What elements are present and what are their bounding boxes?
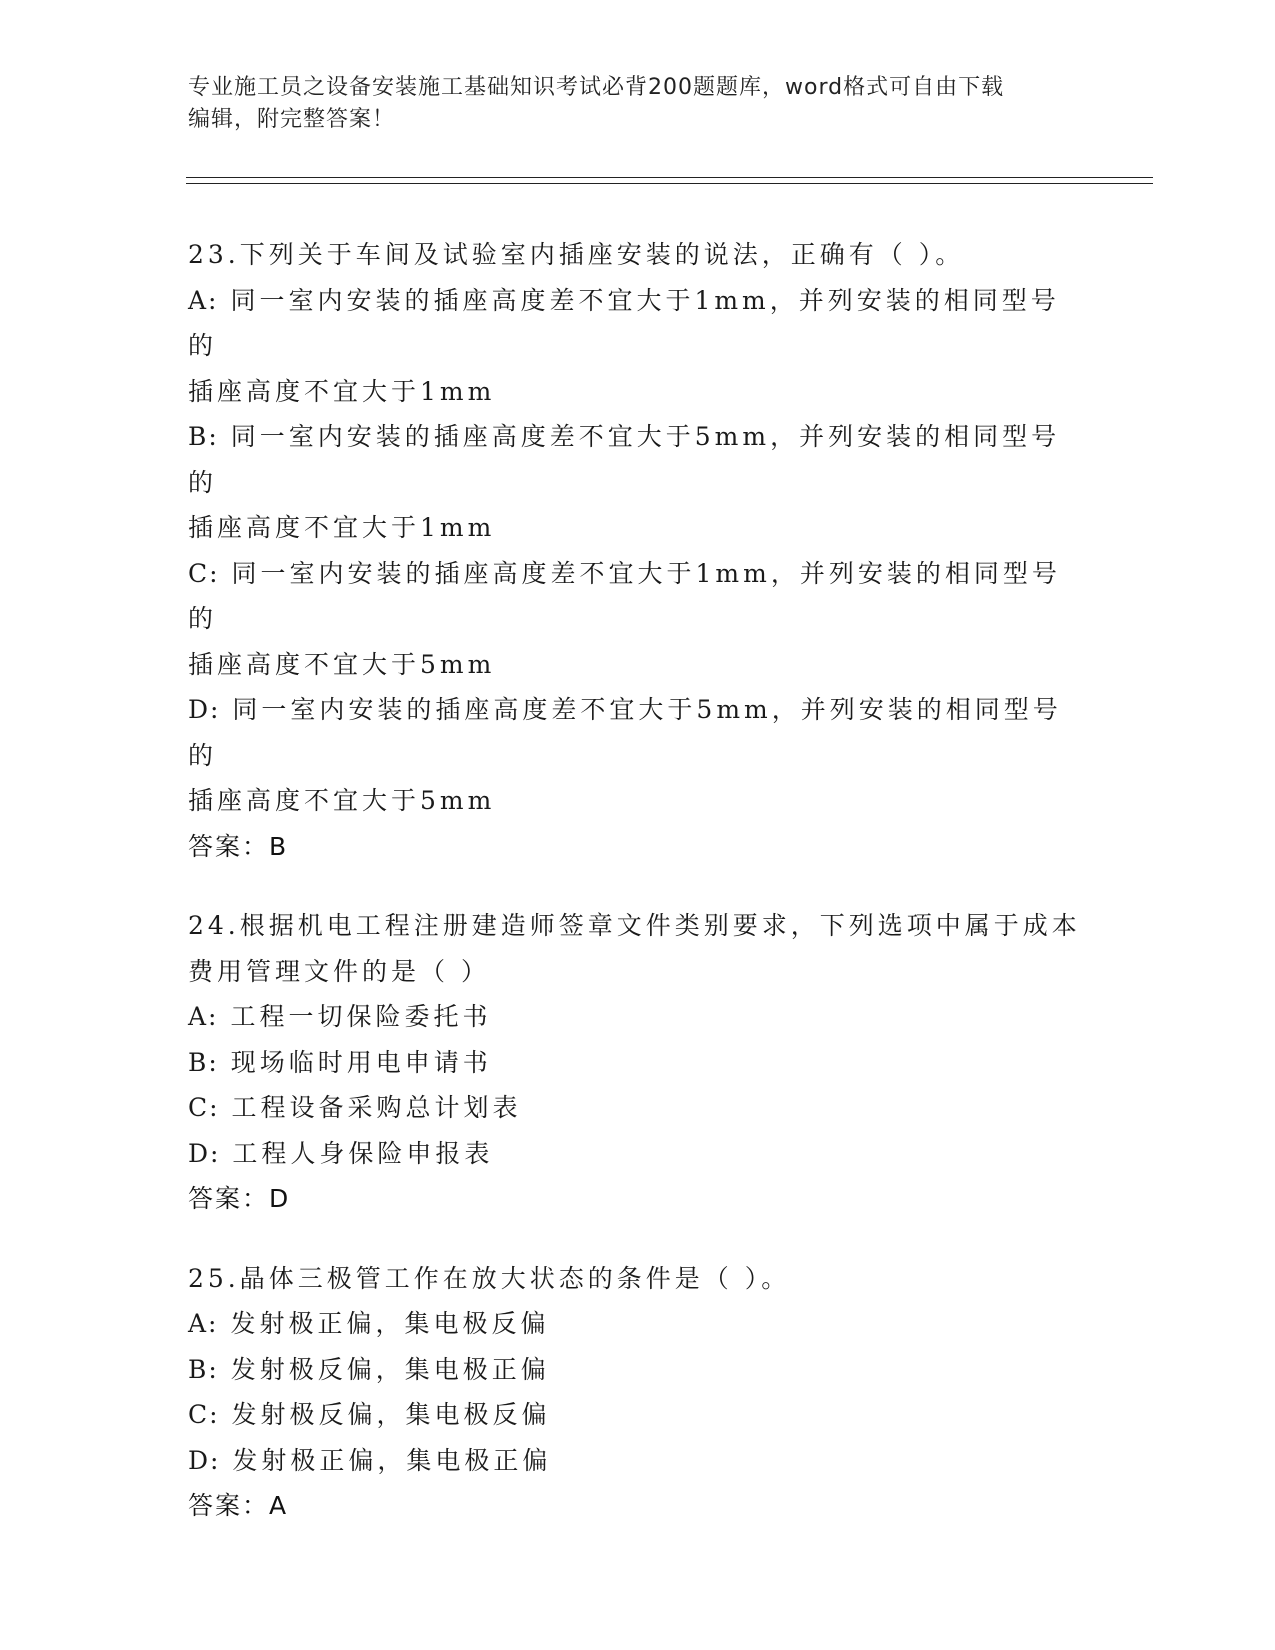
answer: 答案：A	[188, 1491, 289, 1520]
option-text: 发射极正偏，集电极反偏	[230, 1309, 550, 1338]
option-label: A:	[188, 1002, 219, 1031]
option-label: A:	[188, 285, 219, 315]
option-label: B:	[188, 1047, 219, 1077]
question-23	[188, 232, 1088, 869]
option-a	[188, 1301, 1088, 1347]
question-25	[188, 1256, 1088, 1529]
option-label: D:	[188, 1445, 221, 1475]
header-line-1: 专业施工员之设备安装施工基础知识考试必背200题题库，word格式可自由下载	[188, 75, 1005, 100]
question-stem: 23.下列关于车间及试验室内插座安装的说法，正确有（ ）。	[188, 240, 965, 269]
option-a	[188, 278, 1088, 415]
option-text: 同一室内安装的插座高度差不宜大于5mm，并列安装的相同型号的	[188, 695, 1062, 770]
option-label: C:	[188, 1400, 220, 1429]
option-c	[188, 551, 1088, 688]
option-line	[188, 278, 1088, 369]
question-list	[188, 232, 1088, 1563]
answer: 答案：B	[188, 831, 289, 861]
option-text: 同一室内安装的插座高度差不宜大于1mm，并列安装的相同型号的	[188, 558, 1061, 633]
option-text: 工程一切保险委托书	[230, 1002, 492, 1031]
option-label: B:	[188, 422, 219, 451]
document-header	[188, 72, 1068, 136]
option-text: 工程设备采购总计划表	[231, 1093, 522, 1122]
option-a	[188, 994, 1088, 1040]
option-label: A:	[188, 1309, 219, 1338]
option-text-continued: 插座高度不宜大于5mm	[188, 649, 496, 679]
option-line	[188, 687, 1088, 778]
option-label: B:	[188, 1354, 219, 1384]
question-stem-continued: 费用管理文件的是（ ）	[188, 956, 490, 986]
option-d	[188, 687, 1088, 824]
option-d	[188, 1131, 1088, 1177]
answer: 答案：D	[188, 1184, 291, 1213]
option-label: C:	[188, 558, 220, 588]
option-b	[188, 414, 1088, 551]
option-b	[188, 1040, 1088, 1086]
option-text: 发射极反偏，集电极正偏	[230, 1354, 550, 1384]
question-stem: 25.晶体三极管工作在放大状态的条件是（ ）。	[188, 1263, 791, 1293]
option-text: 现场临时用电申请书	[230, 1047, 492, 1077]
option-text-continued: 插座高度不宜大于1mm	[188, 513, 496, 542]
header-line-2: 编辑，附完整答案！	[188, 107, 396, 132]
option-d	[188, 1438, 1088, 1484]
option-b	[188, 1347, 1088, 1393]
option-label: C:	[188, 1093, 220, 1122]
option-c	[188, 1085, 1088, 1131]
option-line	[188, 551, 1088, 642]
option-text-continued: 插座高度不宜大于1mm	[188, 376, 496, 406]
option-line	[188, 414, 1088, 505]
option-text: 同一室内安装的插座高度差不宜大于1mm，并列安装的相同型号的	[188, 285, 1060, 360]
header-divider	[186, 177, 1153, 184]
option-c	[188, 1392, 1088, 1438]
option-text: 发射极反偏，集电极反偏	[231, 1400, 551, 1429]
question-stem: 24.根据机电工程注册建造师签章文件类别要求，下列选项中属于成本	[188, 911, 1081, 940]
option-text: 同一室内安装的插座高度差不宜大于5mm，并列安装的相同型号的	[188, 422, 1061, 497]
option-label: D:	[188, 695, 221, 724]
option-text: 发射极正偏，集电极正偏	[232, 1445, 552, 1475]
option-label: D:	[188, 1138, 221, 1168]
question-24	[188, 903, 1088, 1222]
option-text-continued: 插座高度不宜大于5mm	[188, 786, 496, 815]
option-text: 工程人身保险申报表	[232, 1138, 494, 1168]
